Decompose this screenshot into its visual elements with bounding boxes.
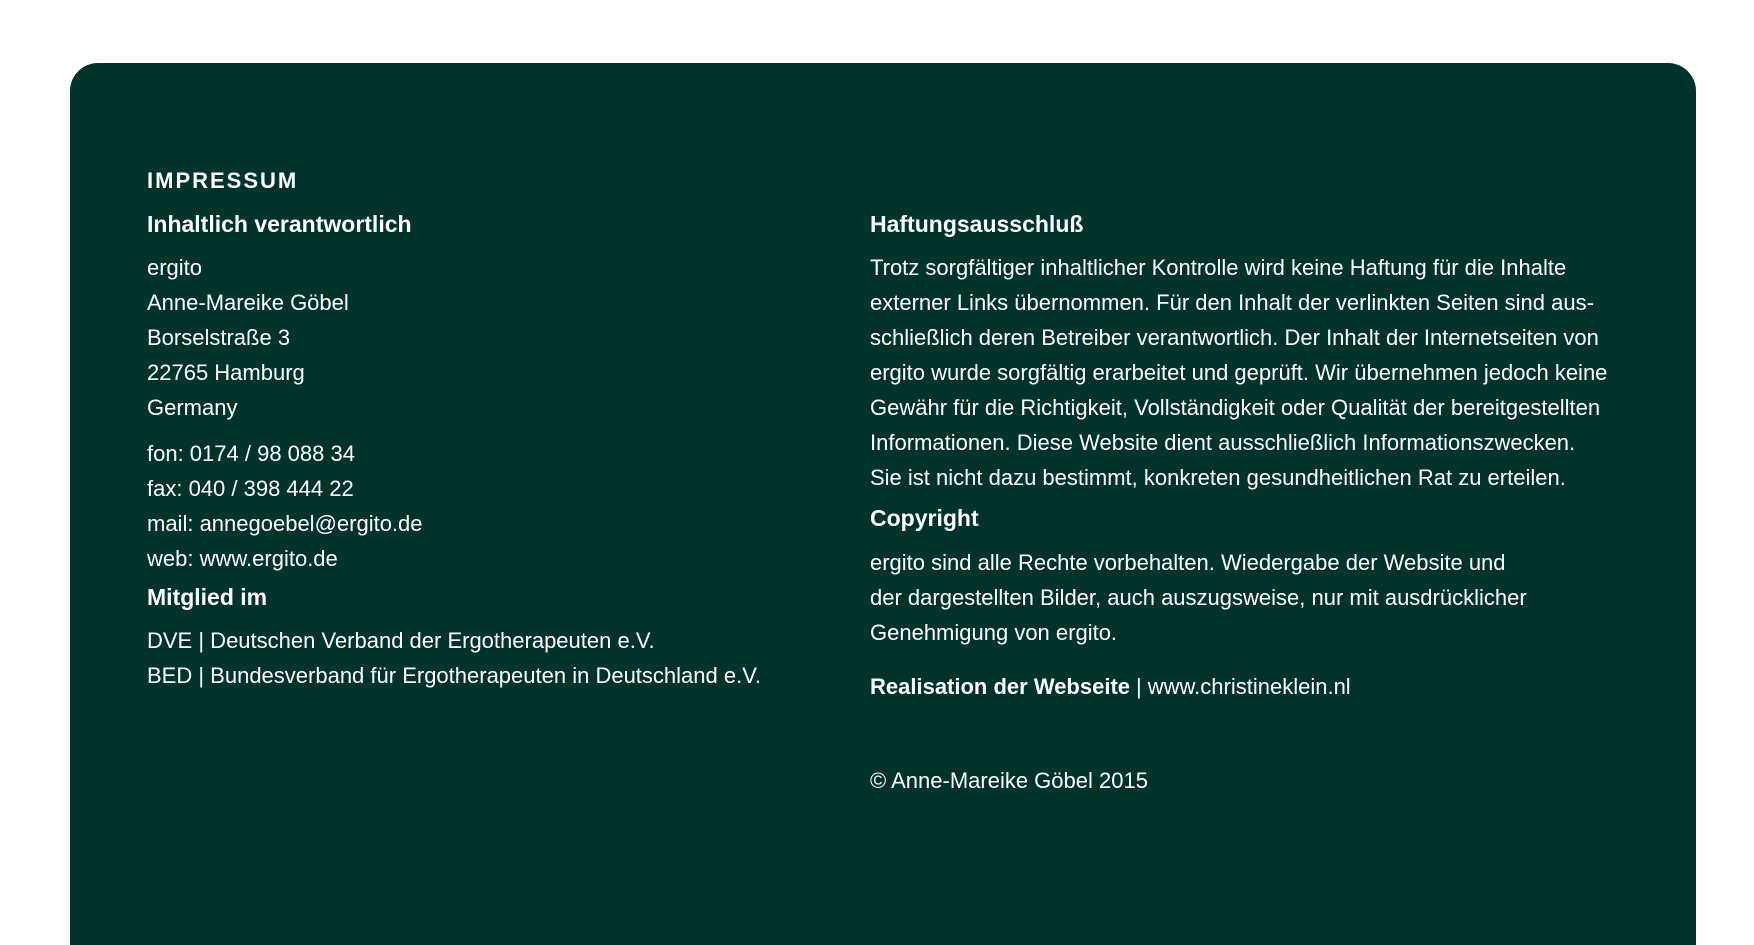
contact-web [147, 541, 423, 576]
footer-copyright: © Anne-Mareike Göbel 2015 [870, 768, 1148, 793]
copyright-text: ergito sind alle Rechte vorbehalten. Wiedergabe der Website und der dargestellten Bilder, auch auszugsweise, nur mit ausdrücklicher Genehmigung von ergito. [870, 550, 1527, 645]
realisation-link[interactable]: www.christineklein.nl [1147, 674, 1351, 699]
disclaimer-heading: Haftungsausschluß [870, 211, 1084, 237]
address-country: Germany [147, 395, 238, 420]
address-city: 22765 Hamburg [147, 360, 305, 385]
contact-mail [147, 506, 423, 541]
address-street: Borselstraße 3 [147, 325, 291, 350]
copyright-heading: Copyright [870, 505, 979, 531]
membership-dve: DVE | Deutschen Verband der Ergotherapeuten e.V. [147, 628, 655, 653]
member-heading: Mitglied im [147, 584, 268, 610]
disclaimer-text: Trotz sorgfältiger inhaltlicher Kontrolle wird keine Haftung für die Inhalte externer Links übernommen. Für den Inhalt der verlinkten Seiten sind aus- schließlich deren Betreiber verantwortlich. Der Inhalt der Internetseiten von ergito wurde sorgfältig erarbeitet und geprüft. Wir übernehmen jedoch keine Gewähr für die Richtigkeit, Vollständigkeit oder Qualität der bereitgestellten Informationen. Diese Website dient ausschließlich Informationszwecken. Sie ist nicht dazu bestimmt, konkreten gesundheitlichen Rat zu erteilen. [870, 255, 1608, 490]
web-link[interactable]: www.ergito.de [199, 546, 338, 571]
contact-fax: fax: 040 / 398 444 22 [147, 476, 354, 501]
realisation-credit [870, 672, 1351, 702]
realisation-separator: | [1136, 674, 1142, 699]
membership-bed: BED | Bundesverband für Ergotherapeuten in Deutschland e.V. [147, 663, 761, 688]
page-title: IMPRESSUM [147, 168, 299, 193]
contact-fon: fon: 0174 / 98 088 34 [147, 441, 355, 466]
mail-link[interactable]: annegoebel@ergito.de [199, 511, 423, 536]
impressum-panel [70, 63, 1696, 945]
address-company: ergito [147, 255, 203, 280]
realisation-label: Realisation der Webseite [870, 674, 1131, 699]
mail-prefix: mail: [147, 511, 200, 536]
address-block [147, 250, 349, 425]
contact-block [147, 436, 423, 576]
responsible-heading: Inhaltlich verantwortlich [147, 211, 412, 237]
address-name: Anne-Mareike Göbel [147, 290, 349, 315]
memberships-list [147, 623, 761, 693]
web-prefix: web: [147, 546, 200, 571]
